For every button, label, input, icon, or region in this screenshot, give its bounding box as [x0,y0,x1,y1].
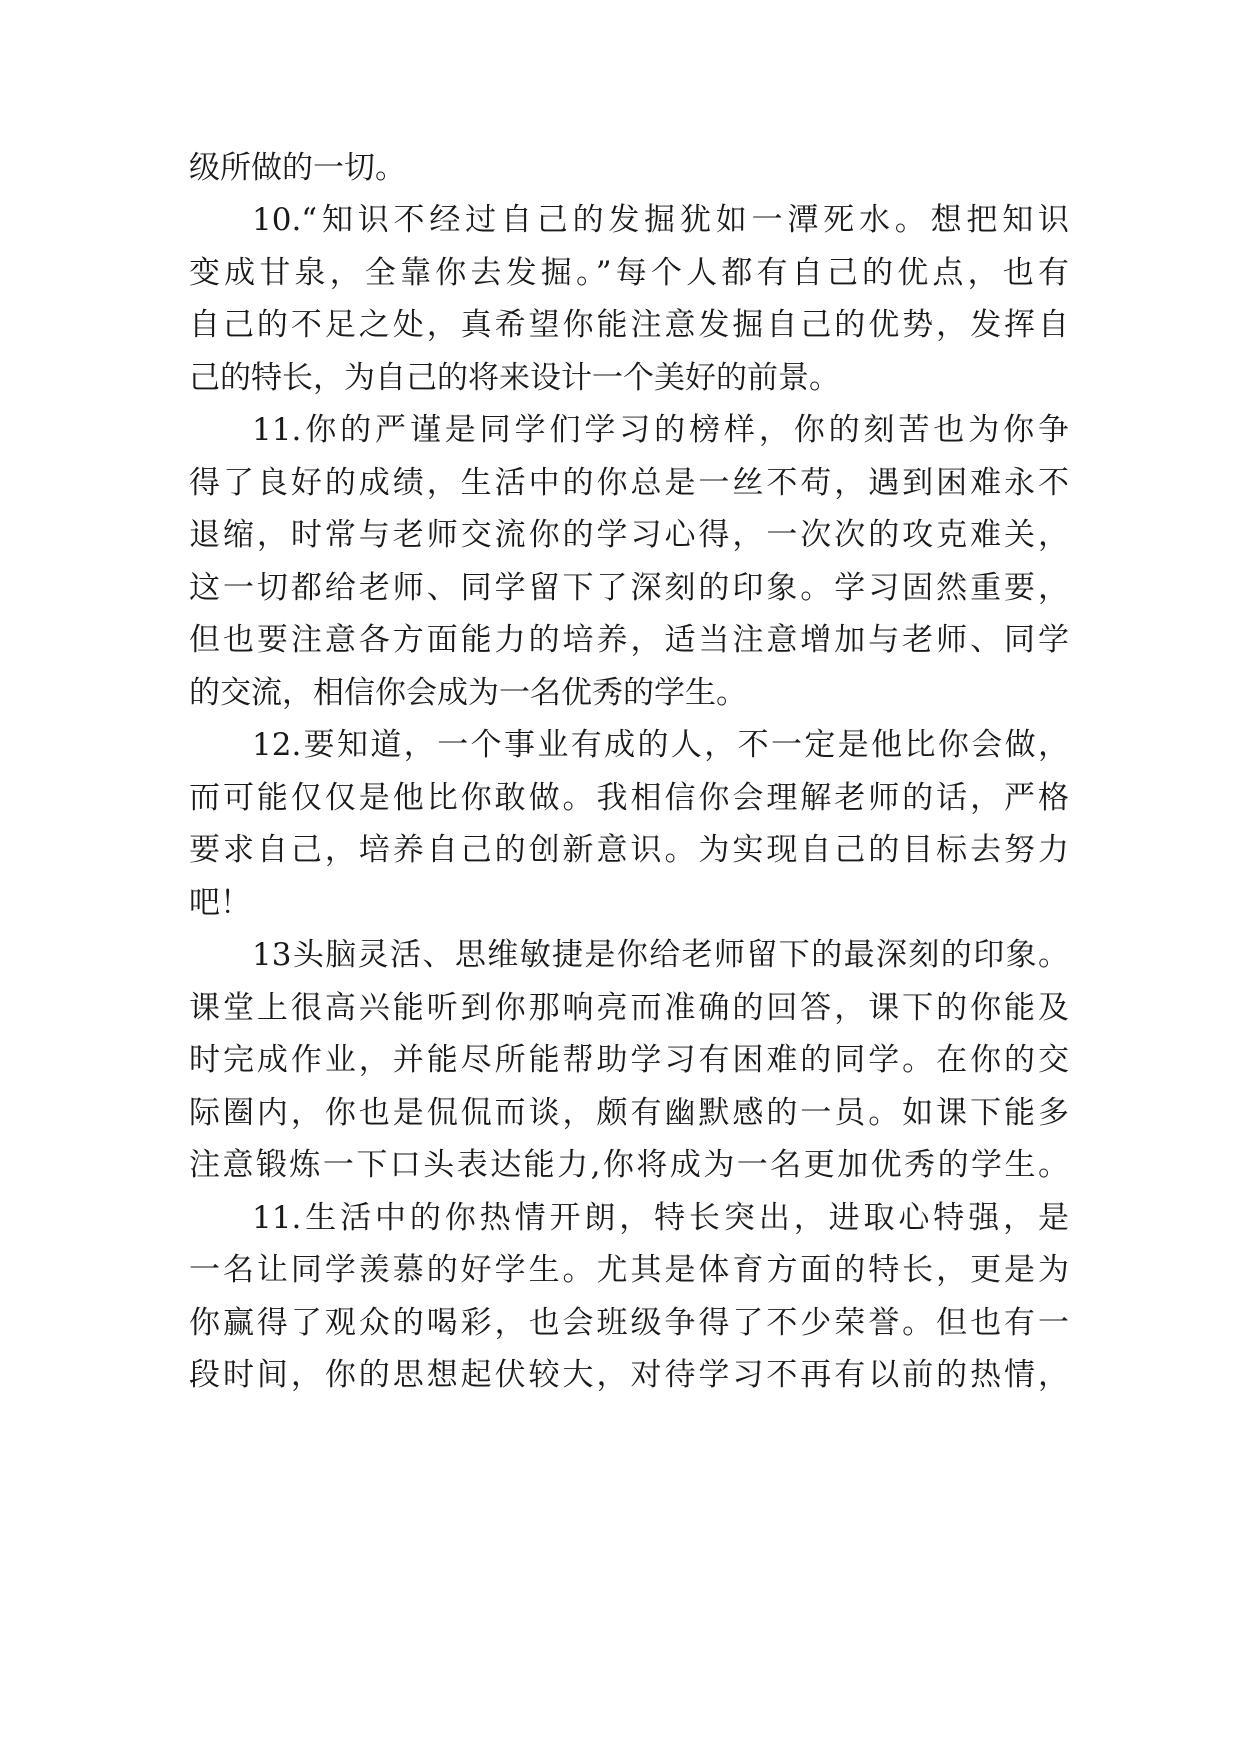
text-line: 际圈内，你也是侃侃而谈，颇有幽默感的一员。如课下能多 [189,1095,1069,1131]
text-line: 己的特长，为自己的将来设计一个美好的前景。 [189,360,840,396]
text-line: 变成甘泉，全靠你去发掘。”每个人都有自己的优点，也有 [189,255,1069,291]
text-line: 11.你的严谨是同学们学习的榜样，你的刻苦也为你争 [252,412,1069,448]
text-line: 11.生活中的你热情开朗，特长突出，进取心特强，是 [252,1200,1069,1236]
text-line: 课堂上很高兴能听到你那响亮而准确的回答，课下的你能及 [189,990,1069,1026]
text-line: 吧！ [189,885,251,921]
text-line: 的交流，相信你会成为一名优秀的学生。 [189,675,747,711]
text-line: 得了良好的成绩，生活中的你总是一丝不苟，遇到困难永不 [189,465,1069,501]
text-line: 退缩，时常与老师交流你的学习心得，一次次的攻克难关， [189,517,1069,553]
text-line: 时完成作业，并能尽所能帮助学习有困难的同学。在你的交 [189,1042,1069,1078]
text-line: 段时间，你的思想起伏较大，对待学习不再有以前的热情， [189,1357,1069,1393]
text-line: 但也要注意各方面能力的培养，适当注意增加与老师、同学 [189,622,1069,658]
text-line: 这一切都给老师、同学留下了深刻的印象。学习固然重要， [189,570,1069,606]
text-line: 12.要知道，一个事业有成的人，不一定是他比你会做， [252,727,1069,763]
text-line: 注意锻炼一下口头表达能力,你将成为一名更加优秀的学生。 [189,1147,1069,1183]
text-line: 一名让同学羡慕的好学生。尤其是体育方面的特长，更是为 [189,1252,1069,1288]
text-line: 10.“知识不经过自己的发掘犹如一潭死水。想把知识 [252,202,1069,238]
text-line: 自己的不足之处，真希望你能注意发掘自己的优势，发挥自 [189,307,1069,343]
text-line: 要求自己，培养自己的创新意识。为实现自己的目标去努力 [189,832,1069,868]
text-line: 级所做的一切。 [189,150,406,186]
text-line: 而可能仅仅是他比你敢做。我相信你会理解老师的话，严格 [189,780,1069,816]
text-line: 你赢得了观众的喝彩，也会班级争得了不少荣誉。但也有一 [189,1305,1069,1341]
text-line: 13头脑灵活、思维敏捷是你给老师留下的最深刻的印象。 [252,937,1069,973]
